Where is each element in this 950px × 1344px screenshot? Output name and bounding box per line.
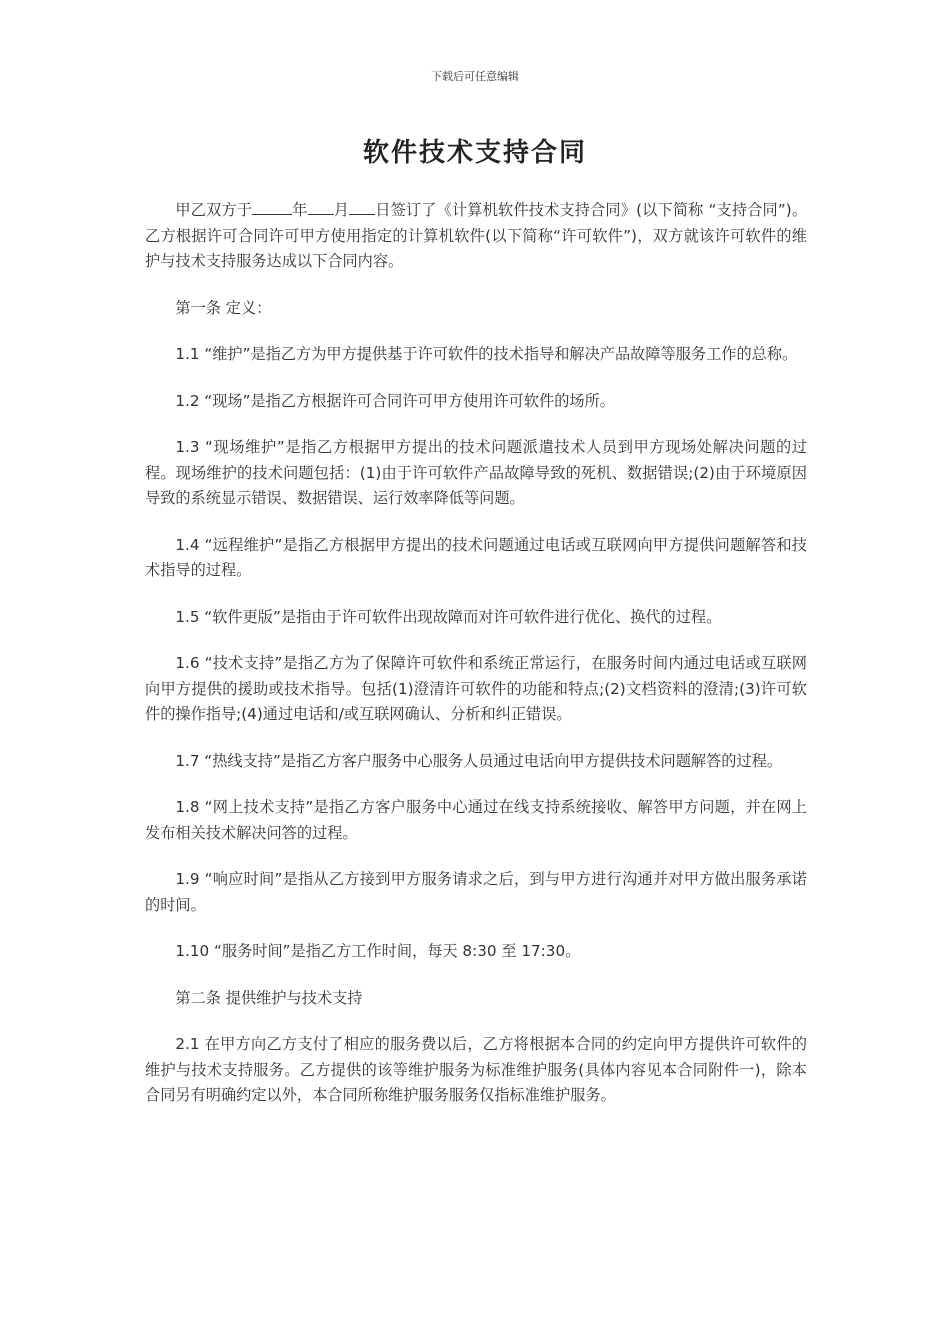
intro-paragraph xyxy=(145,197,807,275)
intro-prefix: 甲乙双方于 xyxy=(175,201,253,219)
month-blank xyxy=(308,197,334,215)
clause-1-10: 1.10 “服务时间”是指乙方工作时间，每天 8:30 至 17:30。 xyxy=(175,942,581,960)
month-word: 月 xyxy=(333,201,350,219)
clause-1-3: 1.3 “现场维护”是指乙方根据甲方提出的技术问题派遣技术人员到甲方现场处解决问题的过程。现场维护的技术问题包括：(1)由于许可软件产品故障导致的死机、数据错误;(2)由于环境原因导致的系统显示错误、数据错误、运行效率降低等问题。 xyxy=(145,438,807,507)
document-title: 软件技术支持合同 xyxy=(362,138,587,168)
article-2-heading: 第二条 提供维护与技术支持 xyxy=(175,988,363,1007)
document-body xyxy=(145,197,807,1130)
day-blank xyxy=(349,197,375,215)
year-word: 年 xyxy=(292,201,308,219)
clause-1-9: 1.9 “响应时间”是指从乙方接到甲方服务请求之后，到与甲方进行沟通并对甲方做出服务承诺的时间。 xyxy=(145,870,807,914)
clause-1-2: 1.2 “现场”是指乙方根据许可合同许可甲方使用许可软件的场所。 xyxy=(175,391,615,410)
clause-1-1: 1.1 “维护”是指乙方为甲方提供基于许可软件的技术指导和解决产品故障等服务工作的总称。 xyxy=(175,345,798,363)
clause-1-5: 1.5 “软件更版”是指由于许可软件出现故障而对许可软件进行优化、换代的过程。 xyxy=(175,607,722,626)
header-note: 下载后可任意编辑 xyxy=(431,70,519,83)
clause-1-8: 1.8 “网上技术支持”是指乙方客户服务中心通过在线支持系统接收、解答甲方问题，并在网上发布相关技术解决问答的过程。 xyxy=(145,798,807,842)
year-blank xyxy=(252,197,292,215)
intro-rest: 日签订了《计算机软件技术支持合同》(以下简称 “支持合同”)。乙方根据许可合同许可甲方使用指定的计算机软件(以下简称“许可软件”)，双方就该许可软件的维护与技术支持服务达成以下合同内容。 xyxy=(145,201,808,270)
clause-1-7: 1.7 “热线支持”是指乙方客户服务中心服务人员通过电话向甲方提供技术问题解答的过程。 xyxy=(175,751,783,770)
article-1-heading: 第一条 定义： xyxy=(175,298,272,317)
clause-1-6: 1.6 “技术支持”是指乙方为了保障许可软件和系统正常运行，在服务时间内通过电话或互联网向甲方提供的援助或技术指导。包括(1)澄清许可软件的功能和特点;(2)文档资料的澄清;(3)许可软件的操作指导;(4)通过电话和/或互联网确认、分析和纠正错误。 xyxy=(145,654,807,723)
clause-1-4: 1.4 “远程维护”是指乙方根据甲方提出的技术问题通过电话或互联网向甲方提供问题解答和技术指导的过程。 xyxy=(145,535,807,579)
clause-2-1: 2.1 在甲方向乙方支付了相应的服务费以后，乙方将根据本合同的约定向甲方提供许可软件的维护与技术支持服务。乙方提供的该等维护服务为标准维护服务(具体内容见本合同附件一)，除本合同另有明确约定以外，本合同所称维护服务服务仅指标准维护服务。 xyxy=(145,1035,807,1104)
